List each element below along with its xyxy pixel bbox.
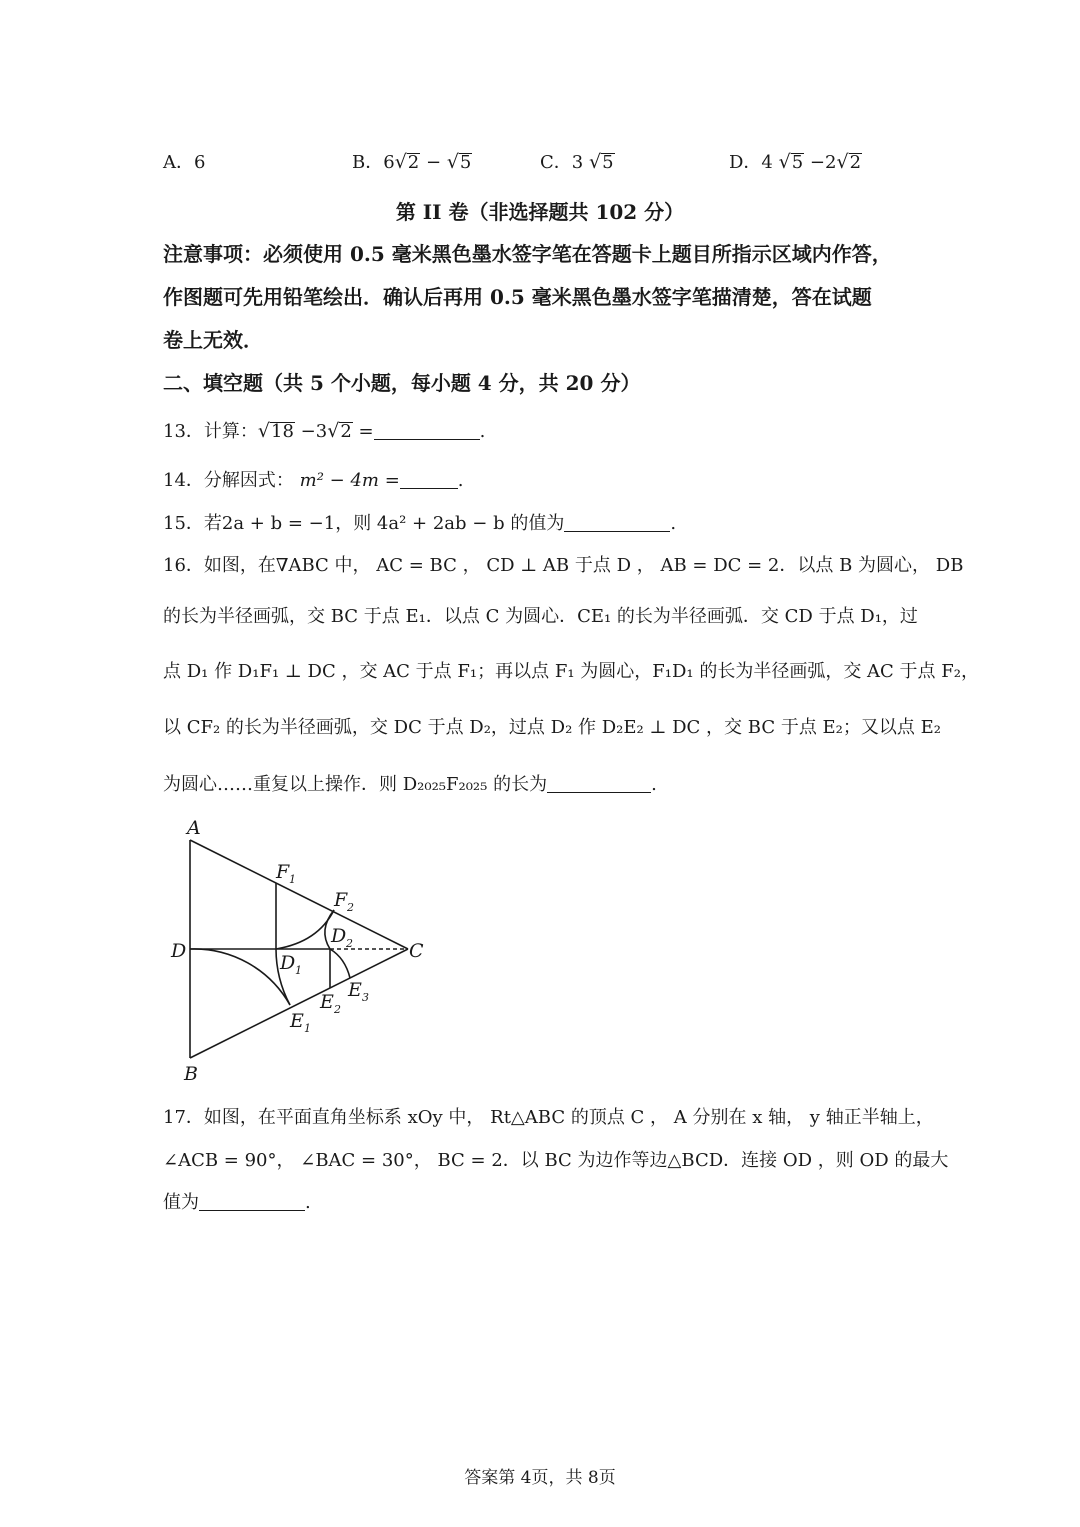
label-c: C [409, 940, 424, 962]
section-title: 第 II 卷（非选择题共 102 分） [395, 200, 685, 224]
question-16-line-3: 点 D₁ 作 D₁F₁ ⊥ DC ，交 AC 于点 F₁；再以点 F₁ 为圆心，F₁D₁ 的长为半径画弧，交 AC 于点 F₂， [163, 661, 979, 682]
svg-text:1: 1 [289, 873, 296, 886]
svg-text:2: 2 [346, 937, 353, 950]
page-footer: 答案第 4页，共 8页 [464, 1468, 616, 1488]
svg-text:1: 1 [295, 964, 302, 977]
option-a: A．6 [163, 152, 206, 173]
segment-ac [190, 840, 408, 949]
svg-text:D: D [331, 925, 347, 947]
question-17-line-3: 值为 . [163, 1192, 311, 1213]
question-16-line-4: 以 CF₂ 的长为半径画弧，交 DC 于点 D₂，过点 D₂ 作 D₂E₂ ⊥ DC ，交 BC 于点 E₂；又以点 E₂ [163, 717, 941, 738]
svg-text:E: E [348, 979, 362, 1001]
notice-line-2: 作图题可先用铅笔绘出．确认后再用 0.5 毫米黑色墨水签字笔描清楚，答在试题 [163, 285, 872, 309]
answer-blank [400, 470, 458, 489]
label-d: D [171, 940, 187, 962]
question-16-line-5: 为圆心……重复以上操作．则 D₂₀₂₅F₂₀₂₅ 的长为 . [163, 774, 657, 795]
notice-line-3: 卷上无效． [163, 328, 263, 352]
svg-text:F: F [276, 861, 290, 883]
question-17-line-1: 17．如图，在平面直角坐标系 xOy 中， Rt△ABC 的顶点 C ， A 分别在 x 轴， y 轴正半轴上， [163, 1107, 934, 1128]
answer-blank [199, 1192, 305, 1211]
svg-text:2: 2 [347, 901, 354, 914]
question-14: 14．分解因式： m² − 4m = . [163, 470, 464, 491]
geometry-figure [160, 810, 450, 1090]
question-16-line-2: 的长为半径画弧，交 BC 于点 E₁．以点 C 为圆心．CE₁ 的长为半径画弧．交 CD 于点 D₁，过 [163, 606, 918, 627]
answer-blank [564, 513, 670, 532]
option-c: C．3 √5 [540, 151, 614, 173]
arc-d2e3 [330, 949, 350, 978]
option-b: B．6√2 − √5 [352, 151, 472, 173]
question-13: 13．计算：√18 −3√2 = . [163, 420, 486, 442]
part-two-heading: 二、填空题（共 5 个小题，每小题 4 分，共 20 分） [163, 371, 641, 395]
question-15: 15．若2a + b = −1，则 4a² + 2ab − b 的值为 . [163, 513, 677, 534]
option-d: D．4 √5 −2√2 [729, 151, 862, 173]
svg-text:1: 1 [304, 1022, 311, 1035]
svg-text:2: 2 [334, 1003, 341, 1016]
svg-text:D: D [280, 952, 296, 974]
svg-text:F: F [334, 889, 348, 911]
question-16-line-1: 16．如图，在∇ABC 中， AC = BC ， CD ⊥ AB 于点 D ， AB = DC = 2．以点 B 为圆心， DB [163, 555, 964, 576]
svg-text:E: E [290, 1010, 304, 1032]
label-a: A [187, 817, 201, 839]
answer-blank [374, 421, 480, 440]
label-b: B [184, 1063, 198, 1085]
question-17-line-2: ∠ACB = 90°， ∠BAC = 30°， BC = 2．以 BC 为边作等边△BCD．连接 OD ，则 OD 的最大 [163, 1150, 949, 1171]
notice-line-1: 注意事项：必须使用 0.5 毫米黑色墨水签字笔在答题卡上题目所指示区域内作答， [163, 242, 892, 266]
answer-blank [547, 774, 651, 793]
svg-text:3: 3 [362, 991, 369, 1004]
arc-de1 [190, 949, 290, 1005]
svg-text:E: E [320, 991, 334, 1013]
